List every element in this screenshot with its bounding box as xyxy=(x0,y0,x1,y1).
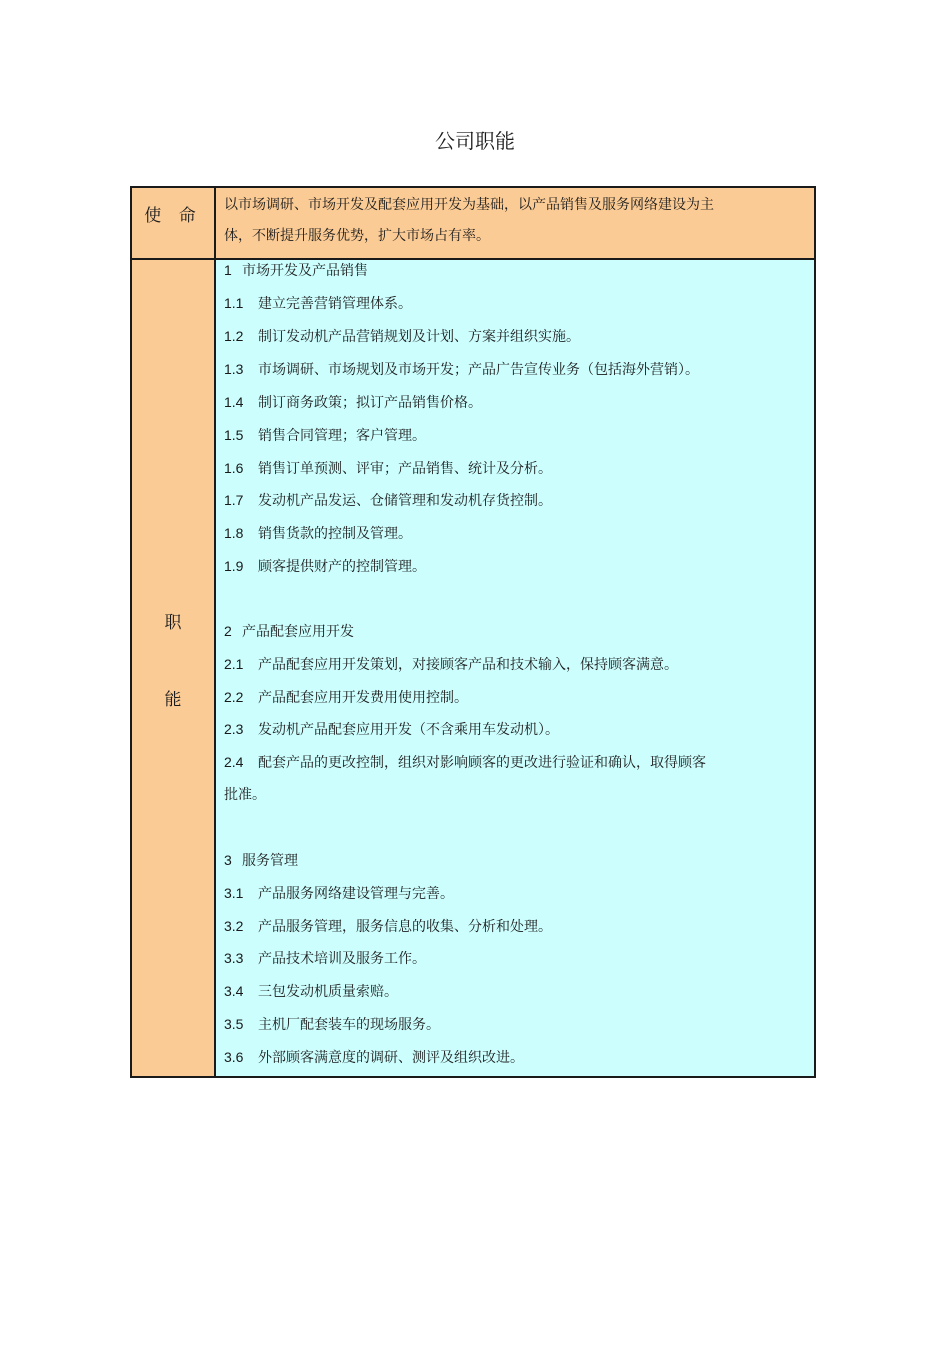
list-item: 1.5 销售合同管理；客户管理。 xyxy=(224,427,426,444)
section-heading-1: 1 市场开发及产品销售 xyxy=(224,262,368,279)
list-item-continuation: 批准。 xyxy=(224,787,266,803)
section-heading-3: 3 服务管理 xyxy=(224,852,298,869)
list-item: 1.7 发动机产品发运、仓储管理和发动机存货控制。 xyxy=(224,492,552,509)
mission-row xyxy=(132,188,814,260)
functions-content xyxy=(216,260,814,1076)
list-item: 1.4 制订商务政策；拟订产品销售价格。 xyxy=(224,394,482,411)
functions-row xyxy=(132,260,814,1076)
functions-label-2: 能 xyxy=(164,690,182,710)
list-item: 3.3 产品技术培训及服务工作。 xyxy=(224,950,426,967)
list-item: 3.1 产品服务网络建设管理与完善。 xyxy=(224,885,454,902)
mission-label-cell xyxy=(132,188,216,258)
list-item: 1.9 顾客提供财产的控制管理。 xyxy=(224,558,426,575)
list-item: 1.2 制订发动机产品营销规划及计划、方案并组织实施。 xyxy=(224,328,580,345)
list-item: 3.5 主机厂配套装车的现场服务。 xyxy=(224,1016,440,1033)
list-item: 3.2 产品服务管理，服务信息的收集、分析和处理。 xyxy=(224,918,552,935)
page-title: 公司职能 xyxy=(435,129,515,153)
list-item: 1.3 市场调研、市场规划及市场开发；产品广告宣传业务（包括海外营销）。 xyxy=(224,361,699,378)
mission-content xyxy=(216,188,814,258)
list-item: 1.1 建立完善营销管理体系。 xyxy=(224,295,412,312)
list-item: 3.4 三包发动机质量索赔。 xyxy=(224,983,398,1000)
section-heading-2: 2 产品配套应用开发 xyxy=(224,623,354,640)
list-item: 1.6 销售订单预测、评审；产品销售、统计及分析。 xyxy=(224,460,552,477)
functions-label-1: 职 xyxy=(164,613,182,633)
functions-label-cell xyxy=(132,260,216,1076)
list-item: 1.8 销售货款的控制及管理。 xyxy=(224,525,412,542)
mission-line-1: 以市场调研、市场开发及配套应用开发为基础，以产品销售及服务网络建设为主 xyxy=(224,197,714,213)
list-item: 2.3 发动机产品配套应用开发（不含乘用车发动机）。 xyxy=(224,721,559,738)
list-item: 3.6 外部顾客满意度的调研、测评及组织改进。 xyxy=(224,1049,524,1066)
mission-label: 使 命 xyxy=(144,206,202,226)
mission-line-2: 体，不断提升服务优势，扩大市场占有率。 xyxy=(224,228,490,244)
functions-table xyxy=(130,186,816,1078)
list-item: 2.4 配套产品的更改控制，组织对影响顾客的更改进行验证和确认，取得顾客 xyxy=(224,754,706,771)
list-item: 2.1 产品配套应用开发策划，对接顾客产品和技术输入，保持顾客满意。 xyxy=(224,656,678,673)
list-item: 2.2 产品配套应用开发费用使用控制。 xyxy=(224,689,468,706)
